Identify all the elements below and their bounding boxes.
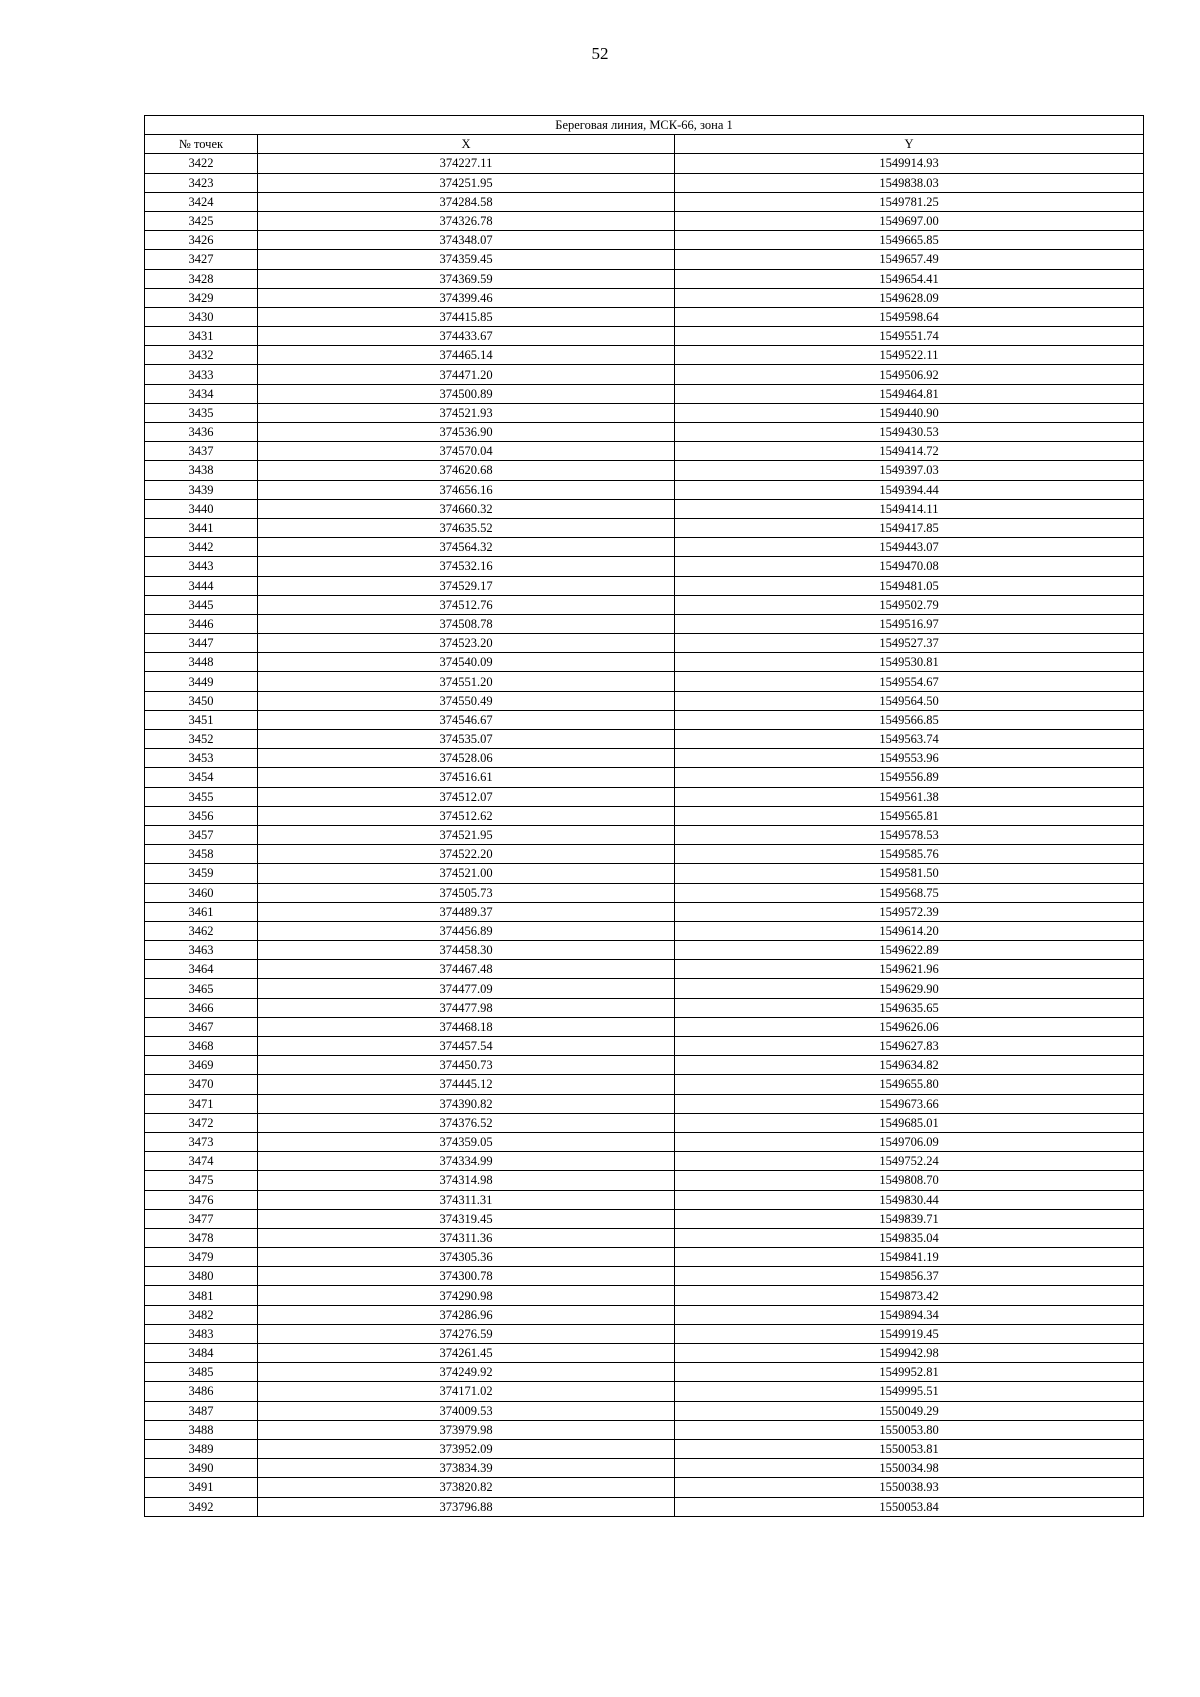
cell-x: 374311.36 [258,1228,675,1247]
cell-y: 1549856.37 [675,1267,1144,1286]
table-row [145,231,1144,250]
table-row [145,672,1144,691]
cell-point-number: 3476 [145,1190,258,1209]
table-row [145,1094,1144,1113]
cell-point-number: 3434 [145,384,258,403]
cell-x: 374523.20 [258,634,675,653]
cell-point-number: 3454 [145,768,258,787]
cell-y: 1549516.97 [675,614,1144,633]
cell-point-number: 3450 [145,691,258,710]
page-number: 52 [591,44,609,63]
cell-y: 1549942.98 [675,1344,1144,1363]
cell-point-number: 3439 [145,480,258,499]
cell-y: 1549655.80 [675,1075,1144,1094]
cell-x: 374458.30 [258,941,675,960]
cell-y: 1549470.08 [675,557,1144,576]
cell-x: 374512.62 [258,806,675,825]
cell-point-number: 3492 [145,1497,258,1516]
table-row [145,288,1144,307]
cell-point-number: 3429 [145,288,258,307]
cell-point-number: 3463 [145,941,258,960]
cell-y: 1549572.39 [675,902,1144,921]
table-row [145,538,1144,557]
cell-point-number: 3445 [145,595,258,614]
table-row [145,979,1144,998]
table-row [145,211,1144,230]
cell-x: 374467.48 [258,960,675,979]
cell-x: 374477.09 [258,979,675,998]
cell-point-number: 3465 [145,979,258,998]
cell-y: 1549506.92 [675,365,1144,384]
cell-y: 1549578.53 [675,825,1144,844]
cell-point-number: 3479 [145,1248,258,1267]
cell-x: 374359.45 [258,250,675,269]
cell-point-number: 3489 [145,1439,258,1458]
cell-y: 1549629.90 [675,979,1144,998]
cell-y: 1549634.82 [675,1056,1144,1075]
cell-y: 1549952.81 [675,1363,1144,1382]
cell-y: 1549464.81 [675,384,1144,403]
table-row [145,1478,1144,1497]
cell-y: 1549839.71 [675,1209,1144,1228]
cell-y: 1550049.29 [675,1401,1144,1420]
table-row [145,1113,1144,1132]
cell-y: 1549627.83 [675,1037,1144,1056]
cell-x: 374227.11 [258,154,675,173]
header-y: Y [675,135,1144,154]
table-row [145,1209,1144,1228]
cell-y: 1549556.89 [675,768,1144,787]
cell-y: 1549673.66 [675,1094,1144,1113]
cell-point-number: 3485 [145,1363,258,1382]
table-row [145,1344,1144,1363]
cell-x: 374521.93 [258,403,675,422]
table-row [145,269,1144,288]
cell-y: 1549621.96 [675,960,1144,979]
cell-y: 1549522.11 [675,346,1144,365]
cell-point-number: 3452 [145,730,258,749]
cell-y: 1549626.06 [675,1017,1144,1036]
cell-point-number: 3464 [145,960,258,979]
cell-point-number: 3461 [145,902,258,921]
cell-y: 1549598.64 [675,307,1144,326]
table-row [145,1439,1144,1458]
cell-x: 374500.89 [258,384,675,403]
cell-x: 374505.73 [258,883,675,902]
cell-y: 1549657.49 [675,250,1144,269]
cell-point-number: 3455 [145,787,258,806]
table-row [145,327,1144,346]
cell-x: 374249.92 [258,1363,675,1382]
cell-point-number: 3457 [145,825,258,844]
cell-point-number: 3466 [145,998,258,1017]
table-row [145,1420,1144,1439]
cell-y: 1549430.53 [675,423,1144,442]
table-row [145,883,1144,902]
cell-point-number: 3491 [145,1478,258,1497]
table-row [145,461,1144,480]
cell-y: 1549527.37 [675,634,1144,653]
table-row [145,691,1144,710]
cell-y: 1549914.93 [675,154,1144,173]
cell-x: 374477.98 [258,998,675,1017]
table-row [145,1324,1144,1343]
cell-y: 1549665.85 [675,231,1144,250]
cell-y: 1550038.93 [675,1478,1144,1497]
cell-point-number: 3472 [145,1113,258,1132]
cell-point-number: 3459 [145,864,258,883]
cell-x: 374314.98 [258,1171,675,1190]
cell-y: 1549417.85 [675,518,1144,537]
table-row [145,845,1144,864]
cell-x: 374415.85 [258,307,675,326]
cell-point-number: 3482 [145,1305,258,1324]
cell-point-number: 3447 [145,634,258,653]
table-row [145,749,1144,768]
cell-x: 374326.78 [258,211,675,230]
cell-y: 1549995.51 [675,1382,1144,1401]
cell-x: 374465.14 [258,346,675,365]
cell-x: 374359.05 [258,1132,675,1151]
table-row [145,1286,1144,1305]
cell-x: 374261.45 [258,1344,675,1363]
cell-point-number: 3473 [145,1132,258,1151]
table-row [145,1190,1144,1209]
table-row [145,1267,1144,1286]
cell-y: 1549614.20 [675,921,1144,940]
cell-y: 1549394.44 [675,480,1144,499]
cell-x: 373796.88 [258,1497,675,1516]
cell-x: 374551.20 [258,672,675,691]
table-row [145,307,1144,326]
table-row [145,941,1144,960]
cell-x: 374522.20 [258,845,675,864]
cell-point-number: 3424 [145,192,258,211]
cell-y: 1549654.41 [675,269,1144,288]
cell-y: 1549838.03 [675,173,1144,192]
cell-y: 1549530.81 [675,653,1144,672]
cell-x: 374319.45 [258,1209,675,1228]
cell-y: 1550053.84 [675,1497,1144,1516]
cell-x: 374521.95 [258,825,675,844]
cell-x: 374516.61 [258,768,675,787]
table-row [145,250,1144,269]
cell-point-number: 3435 [145,403,258,422]
table-row [145,1497,1144,1516]
cell-x: 374399.46 [258,288,675,307]
cell-point-number: 3467 [145,1017,258,1036]
table-row [145,518,1144,537]
table-row [145,806,1144,825]
cell-point-number: 3469 [145,1056,258,1075]
table-row [145,634,1144,653]
table-row [145,595,1144,614]
cell-y: 1549397.03 [675,461,1144,480]
cell-x: 374521.00 [258,864,675,883]
cell-y: 1549841.19 [675,1248,1144,1267]
cell-point-number: 3468 [145,1037,258,1056]
cell-x: 374620.68 [258,461,675,480]
cell-point-number: 3422 [145,154,258,173]
table-row [145,1171,1144,1190]
cell-x: 374471.20 [258,365,675,384]
cell-x: 374529.17 [258,576,675,595]
cell-x: 374369.59 [258,269,675,288]
cell-point-number: 3433 [145,365,258,384]
cell-point-number: 3431 [145,327,258,346]
cell-x: 374457.54 [258,1037,675,1056]
cell-x: 374564.32 [258,538,675,557]
cell-point-number: 3425 [145,211,258,230]
cell-point-number: 3458 [145,845,258,864]
table-row [145,365,1144,384]
table-row [145,1382,1144,1401]
cell-y: 1549414.72 [675,442,1144,461]
cell-point-number: 3474 [145,1152,258,1171]
table-row [145,864,1144,883]
cell-x: 374456.89 [258,921,675,940]
cell-point-number: 3430 [145,307,258,326]
table-row [145,173,1144,192]
table-row [145,480,1144,499]
cell-y: 1549830.44 [675,1190,1144,1209]
cell-x: 374390.82 [258,1094,675,1113]
table-row [145,1401,1144,1420]
table-row [145,768,1144,787]
cell-point-number: 3456 [145,806,258,825]
cell-y: 1549781.25 [675,192,1144,211]
table-row [145,499,1144,518]
cell-point-number: 3488 [145,1420,258,1439]
cell-y: 1549565.81 [675,806,1144,825]
cell-point-number: 3470 [145,1075,258,1094]
cell-y: 1549873.42 [675,1286,1144,1305]
cell-point-number: 3486 [145,1382,258,1401]
cell-x: 374535.07 [258,730,675,749]
cell-x: 374171.02 [258,1382,675,1401]
table-row [145,787,1144,806]
cell-x: 374635.52 [258,518,675,537]
cell-point-number: 3436 [145,423,258,442]
table-row [145,557,1144,576]
cell-y: 1549440.90 [675,403,1144,422]
cell-x: 374570.04 [258,442,675,461]
table-row [145,960,1144,979]
cell-x: 374311.31 [258,1190,675,1209]
cell-x: 374450.73 [258,1056,675,1075]
coordinates-table [144,115,1144,1517]
cell-x: 374528.06 [258,749,675,768]
cell-point-number: 3443 [145,557,258,576]
cell-x: 374290.98 [258,1286,675,1305]
cell-point-number: 3438 [145,461,258,480]
cell-y: 1549553.96 [675,749,1144,768]
cell-x: 374284.58 [258,192,675,211]
cell-x: 374546.67 [258,710,675,729]
table-row [145,1152,1144,1171]
cell-x: 374660.32 [258,499,675,518]
cell-y: 1549581.50 [675,864,1144,883]
cell-point-number: 3453 [145,749,258,768]
cell-point-number: 3432 [145,346,258,365]
cell-point-number: 3426 [145,231,258,250]
cell-x: 374656.16 [258,480,675,499]
header-x: X [258,135,675,154]
cell-x: 374445.12 [258,1075,675,1094]
cell-point-number: 3483 [145,1324,258,1343]
cell-x: 374489.37 [258,902,675,921]
cell-x: 374536.90 [258,423,675,442]
cell-point-number: 3440 [145,499,258,518]
cell-x: 373834.39 [258,1459,675,1478]
table-row [145,614,1144,633]
cell-point-number: 3444 [145,576,258,595]
table-row [145,384,1144,403]
cell-y: 1549481.05 [675,576,1144,595]
table-header-row [145,135,1144,154]
cell-point-number: 3427 [145,250,258,269]
table-row [145,192,1144,211]
cell-point-number: 3478 [145,1228,258,1247]
cell-point-number: 3471 [145,1094,258,1113]
cell-x: 374276.59 [258,1324,675,1343]
cell-y: 1549808.70 [675,1171,1144,1190]
cell-y: 1550053.80 [675,1420,1144,1439]
cell-x: 374251.95 [258,173,675,192]
cell-point-number: 3460 [145,883,258,902]
table-row [145,710,1144,729]
cell-point-number: 3477 [145,1209,258,1228]
cell-point-number: 3442 [145,538,258,557]
cell-y: 1549414.11 [675,499,1144,518]
cell-y: 1549919.45 [675,1324,1144,1343]
cell-point-number: 3487 [145,1401,258,1420]
table-row [145,1459,1144,1478]
header-point-number: № точек [145,135,258,154]
table-row [145,154,1144,173]
cell-point-number: 3484 [145,1344,258,1363]
cell-point-number: 3448 [145,653,258,672]
cell-point-number: 3446 [145,614,258,633]
cell-y: 1549697.00 [675,211,1144,230]
table-row [145,1075,1144,1094]
cell-x: 374300.78 [258,1267,675,1286]
table-row [145,1305,1144,1324]
table-row [145,825,1144,844]
cell-y: 1549706.09 [675,1132,1144,1151]
cell-y: 1549835.04 [675,1228,1144,1247]
cell-x: 374532.16 [258,557,675,576]
cell-point-number: 3490 [145,1459,258,1478]
cell-x: 374286.96 [258,1305,675,1324]
table-row [145,1363,1144,1382]
cell-point-number: 3451 [145,710,258,729]
table-caption-row [145,116,1144,135]
cell-point-number: 3428 [145,269,258,288]
cell-y: 1549561.38 [675,787,1144,806]
cell-y: 1549443.07 [675,538,1144,557]
cell-point-number: 3462 [145,921,258,940]
cell-y: 1549502.79 [675,595,1144,614]
table-row [145,1037,1144,1056]
cell-x: 374348.07 [258,231,675,250]
cell-point-number: 3449 [145,672,258,691]
cell-y: 1549894.34 [675,1305,1144,1324]
table-row [145,1017,1144,1036]
table-row [145,653,1144,672]
table-row [145,442,1144,461]
cell-point-number: 3475 [145,1171,258,1190]
cell-point-number: 3480 [145,1267,258,1286]
cell-y: 1549566.85 [675,710,1144,729]
cell-y: 1549564.50 [675,691,1144,710]
table-row [145,1228,1144,1247]
table-row [145,1132,1144,1151]
table-caption: Береговая линия, МСК-66, зона 1 [145,116,1144,135]
cell-y: 1549585.76 [675,845,1144,864]
table-row [145,403,1144,422]
cell-y: 1549551.74 [675,327,1144,346]
table-row [145,346,1144,365]
cell-point-number: 3437 [145,442,258,461]
table-row [145,576,1144,595]
table-row [145,998,1144,1017]
cell-x: 374305.36 [258,1248,675,1267]
cell-y: 1550053.81 [675,1439,1144,1458]
cell-y: 1549622.89 [675,941,1144,960]
cell-x: 374512.76 [258,595,675,614]
cell-x: 373952.09 [258,1439,675,1458]
cell-point-number: 3423 [145,173,258,192]
cell-y: 1549628.09 [675,288,1144,307]
cell-x: 373979.98 [258,1420,675,1439]
cell-x: 374433.67 [258,327,675,346]
cell-x: 374334.99 [258,1152,675,1171]
cell-y: 1549685.01 [675,1113,1144,1132]
cell-x: 374512.07 [258,787,675,806]
cell-x: 374009.53 [258,1401,675,1420]
table-row [145,902,1144,921]
cell-x: 374468.18 [258,1017,675,1036]
cell-y: 1550034.98 [675,1459,1144,1478]
cell-y: 1549554.67 [675,672,1144,691]
table-row [145,1056,1144,1075]
cell-x: 373820.82 [258,1478,675,1497]
cell-y: 1549635.65 [675,998,1144,1017]
cell-y: 1549752.24 [675,1152,1144,1171]
table-row [145,423,1144,442]
table-row [145,730,1144,749]
cell-x: 374508.78 [258,614,675,633]
cell-x: 374540.09 [258,653,675,672]
cell-point-number: 3481 [145,1286,258,1305]
cell-x: 374376.52 [258,1113,675,1132]
cell-x: 374550.49 [258,691,675,710]
table-row [145,921,1144,940]
cell-y: 1549563.74 [675,730,1144,749]
cell-point-number: 3441 [145,518,258,537]
cell-y: 1549568.75 [675,883,1144,902]
table-body [145,154,1144,1516]
table-row [145,1248,1144,1267]
